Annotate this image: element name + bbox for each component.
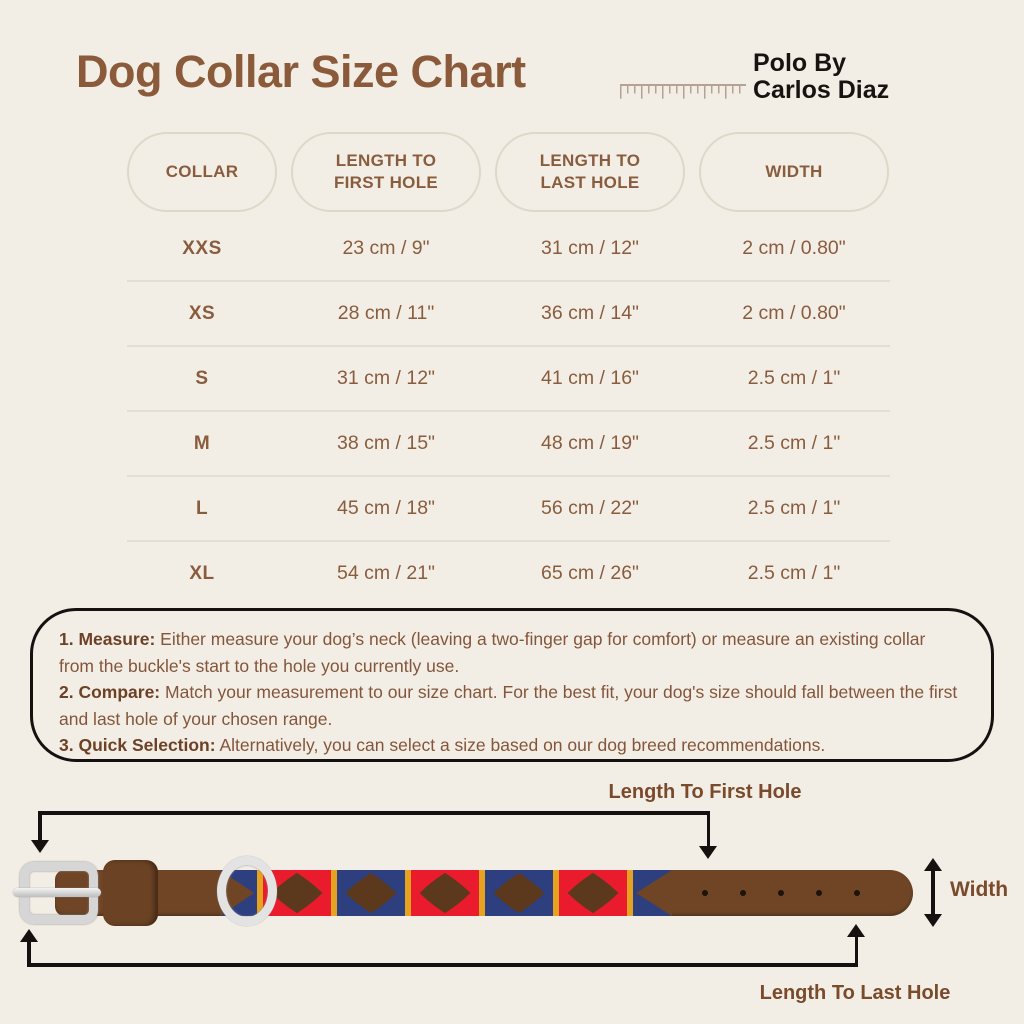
cell-last-hole: 31 cm / 12" xyxy=(541,237,639,259)
cell-last-hole: 41 cm / 16" xyxy=(541,367,639,389)
cell-size: XS xyxy=(188,302,216,324)
first-hole-bracket-left xyxy=(38,811,42,841)
d-ring-icon xyxy=(217,856,277,926)
collar-pattern xyxy=(220,870,672,916)
pattern-block-blue xyxy=(485,870,553,916)
cell-width: 2.5 cm / 1" xyxy=(747,432,841,454)
brand-line-2: Carlos Diaz xyxy=(753,76,890,104)
instructions-box xyxy=(30,608,994,762)
collar-illustration xyxy=(25,856,920,928)
pattern-block-blue xyxy=(337,870,405,916)
cell-width: 2.5 cm / 1" xyxy=(747,562,841,584)
diamond-motif xyxy=(566,872,620,914)
first-hole-bracket-right xyxy=(707,811,711,847)
diamond-motif xyxy=(270,872,324,914)
cell-size: L xyxy=(195,497,209,519)
collar-hole xyxy=(854,890,860,896)
collar-hole xyxy=(740,890,746,896)
diamond-motif xyxy=(418,872,472,914)
length-to-last-hole-label: Length To Last Hole xyxy=(759,982,951,1004)
column-header-collar: COLLAR xyxy=(127,132,277,212)
table-row xyxy=(127,347,890,412)
leather-point xyxy=(633,870,672,916)
arrow-up-icon xyxy=(20,929,38,942)
table-row xyxy=(127,412,890,477)
table-row xyxy=(127,282,890,347)
column-header-first-hole: LENGTH TO FIRST HOLE xyxy=(291,132,481,212)
pattern-block-blue xyxy=(633,870,672,916)
column-header-width: WIDTH xyxy=(699,132,889,212)
brand-line-1: Polo By xyxy=(753,49,847,77)
instruction-quick-selection xyxy=(59,732,965,759)
last-hole-bracket-left xyxy=(27,940,31,965)
instruction-measure xyxy=(59,626,965,679)
width-arrow-line xyxy=(931,868,935,916)
arrow-down-icon xyxy=(924,914,942,927)
cell-first-hole: 31 cm / 12" xyxy=(337,367,435,389)
table-row xyxy=(127,477,890,542)
arrow-down-icon xyxy=(31,840,49,853)
pattern-block-red xyxy=(411,870,479,916)
cell-width: 2.5 cm / 1" xyxy=(747,497,841,519)
width-label: Width xyxy=(950,878,1009,901)
cell-last-hole: 36 cm / 14" xyxy=(541,302,639,324)
instruction-text: Match your measurement to our size chart. For the best fit, your dog's size should fall between the first and last hole of your chosen range. xyxy=(59,682,958,729)
last-hole-bracket-line xyxy=(27,963,858,967)
cell-width: 2 cm / 0.80" xyxy=(742,302,846,324)
last-hole-bracket-right xyxy=(855,935,859,965)
length-to-first-hole-label: Length To First Hole xyxy=(608,781,802,803)
table-header xyxy=(127,132,890,212)
instruction-label: 1. Measure: xyxy=(59,629,156,649)
instruction-label: 3. Quick Selection: xyxy=(59,735,216,755)
cell-last-hole: 56 cm / 22" xyxy=(541,497,639,519)
brand-logo xyxy=(753,50,889,104)
diamond-motif xyxy=(492,872,546,914)
collar-hole xyxy=(816,890,822,896)
cell-first-hole: 23 cm / 9" xyxy=(342,237,430,259)
cell-width: 2.5 cm / 1" xyxy=(747,367,841,389)
collar-hole xyxy=(702,890,708,896)
cell-width: 2 cm / 0.80" xyxy=(742,237,846,259)
cell-last-hole: 48 cm / 19" xyxy=(541,432,639,454)
cell-last-hole: 65 cm / 26" xyxy=(541,562,639,584)
cell-size: M xyxy=(193,432,211,454)
buckle-prong xyxy=(13,888,101,897)
collar-keeper xyxy=(103,860,158,926)
size-table xyxy=(127,217,890,605)
cell-first-hole: 54 cm / 21" xyxy=(337,562,435,584)
table-row xyxy=(127,542,890,605)
ruler-icon xyxy=(620,84,746,101)
instruction-text: Either measure your dog’s neck (leaving a two-finger gap for comfort) or measure an existing collar from the buckle's start to the hole you currently use. xyxy=(59,629,926,676)
instruction-compare xyxy=(59,679,965,732)
table-row xyxy=(127,217,890,282)
column-header-last-hole: LENGTH TO LAST HOLE xyxy=(495,132,685,212)
cell-first-hole: 38 cm / 15" xyxy=(337,432,435,454)
diamond-motif xyxy=(344,872,398,914)
collar-hole xyxy=(778,890,784,896)
cell-first-hole: 28 cm / 11" xyxy=(337,302,435,324)
first-hole-bracket-line xyxy=(38,811,710,815)
instruction-label: 2. Compare: xyxy=(59,682,161,702)
cell-size: XXS xyxy=(182,237,222,259)
arrow-up-icon xyxy=(847,924,865,937)
cell-size: S xyxy=(195,367,209,389)
pattern-block-red xyxy=(559,870,627,916)
cell-first-hole: 45 cm / 18" xyxy=(337,497,435,519)
page-title: Dog Collar Size Chart xyxy=(76,46,526,97)
instruction-text: Alternatively, you can select a size based on our dog breed recommendations. xyxy=(215,735,826,755)
cell-size: XL xyxy=(189,562,215,584)
